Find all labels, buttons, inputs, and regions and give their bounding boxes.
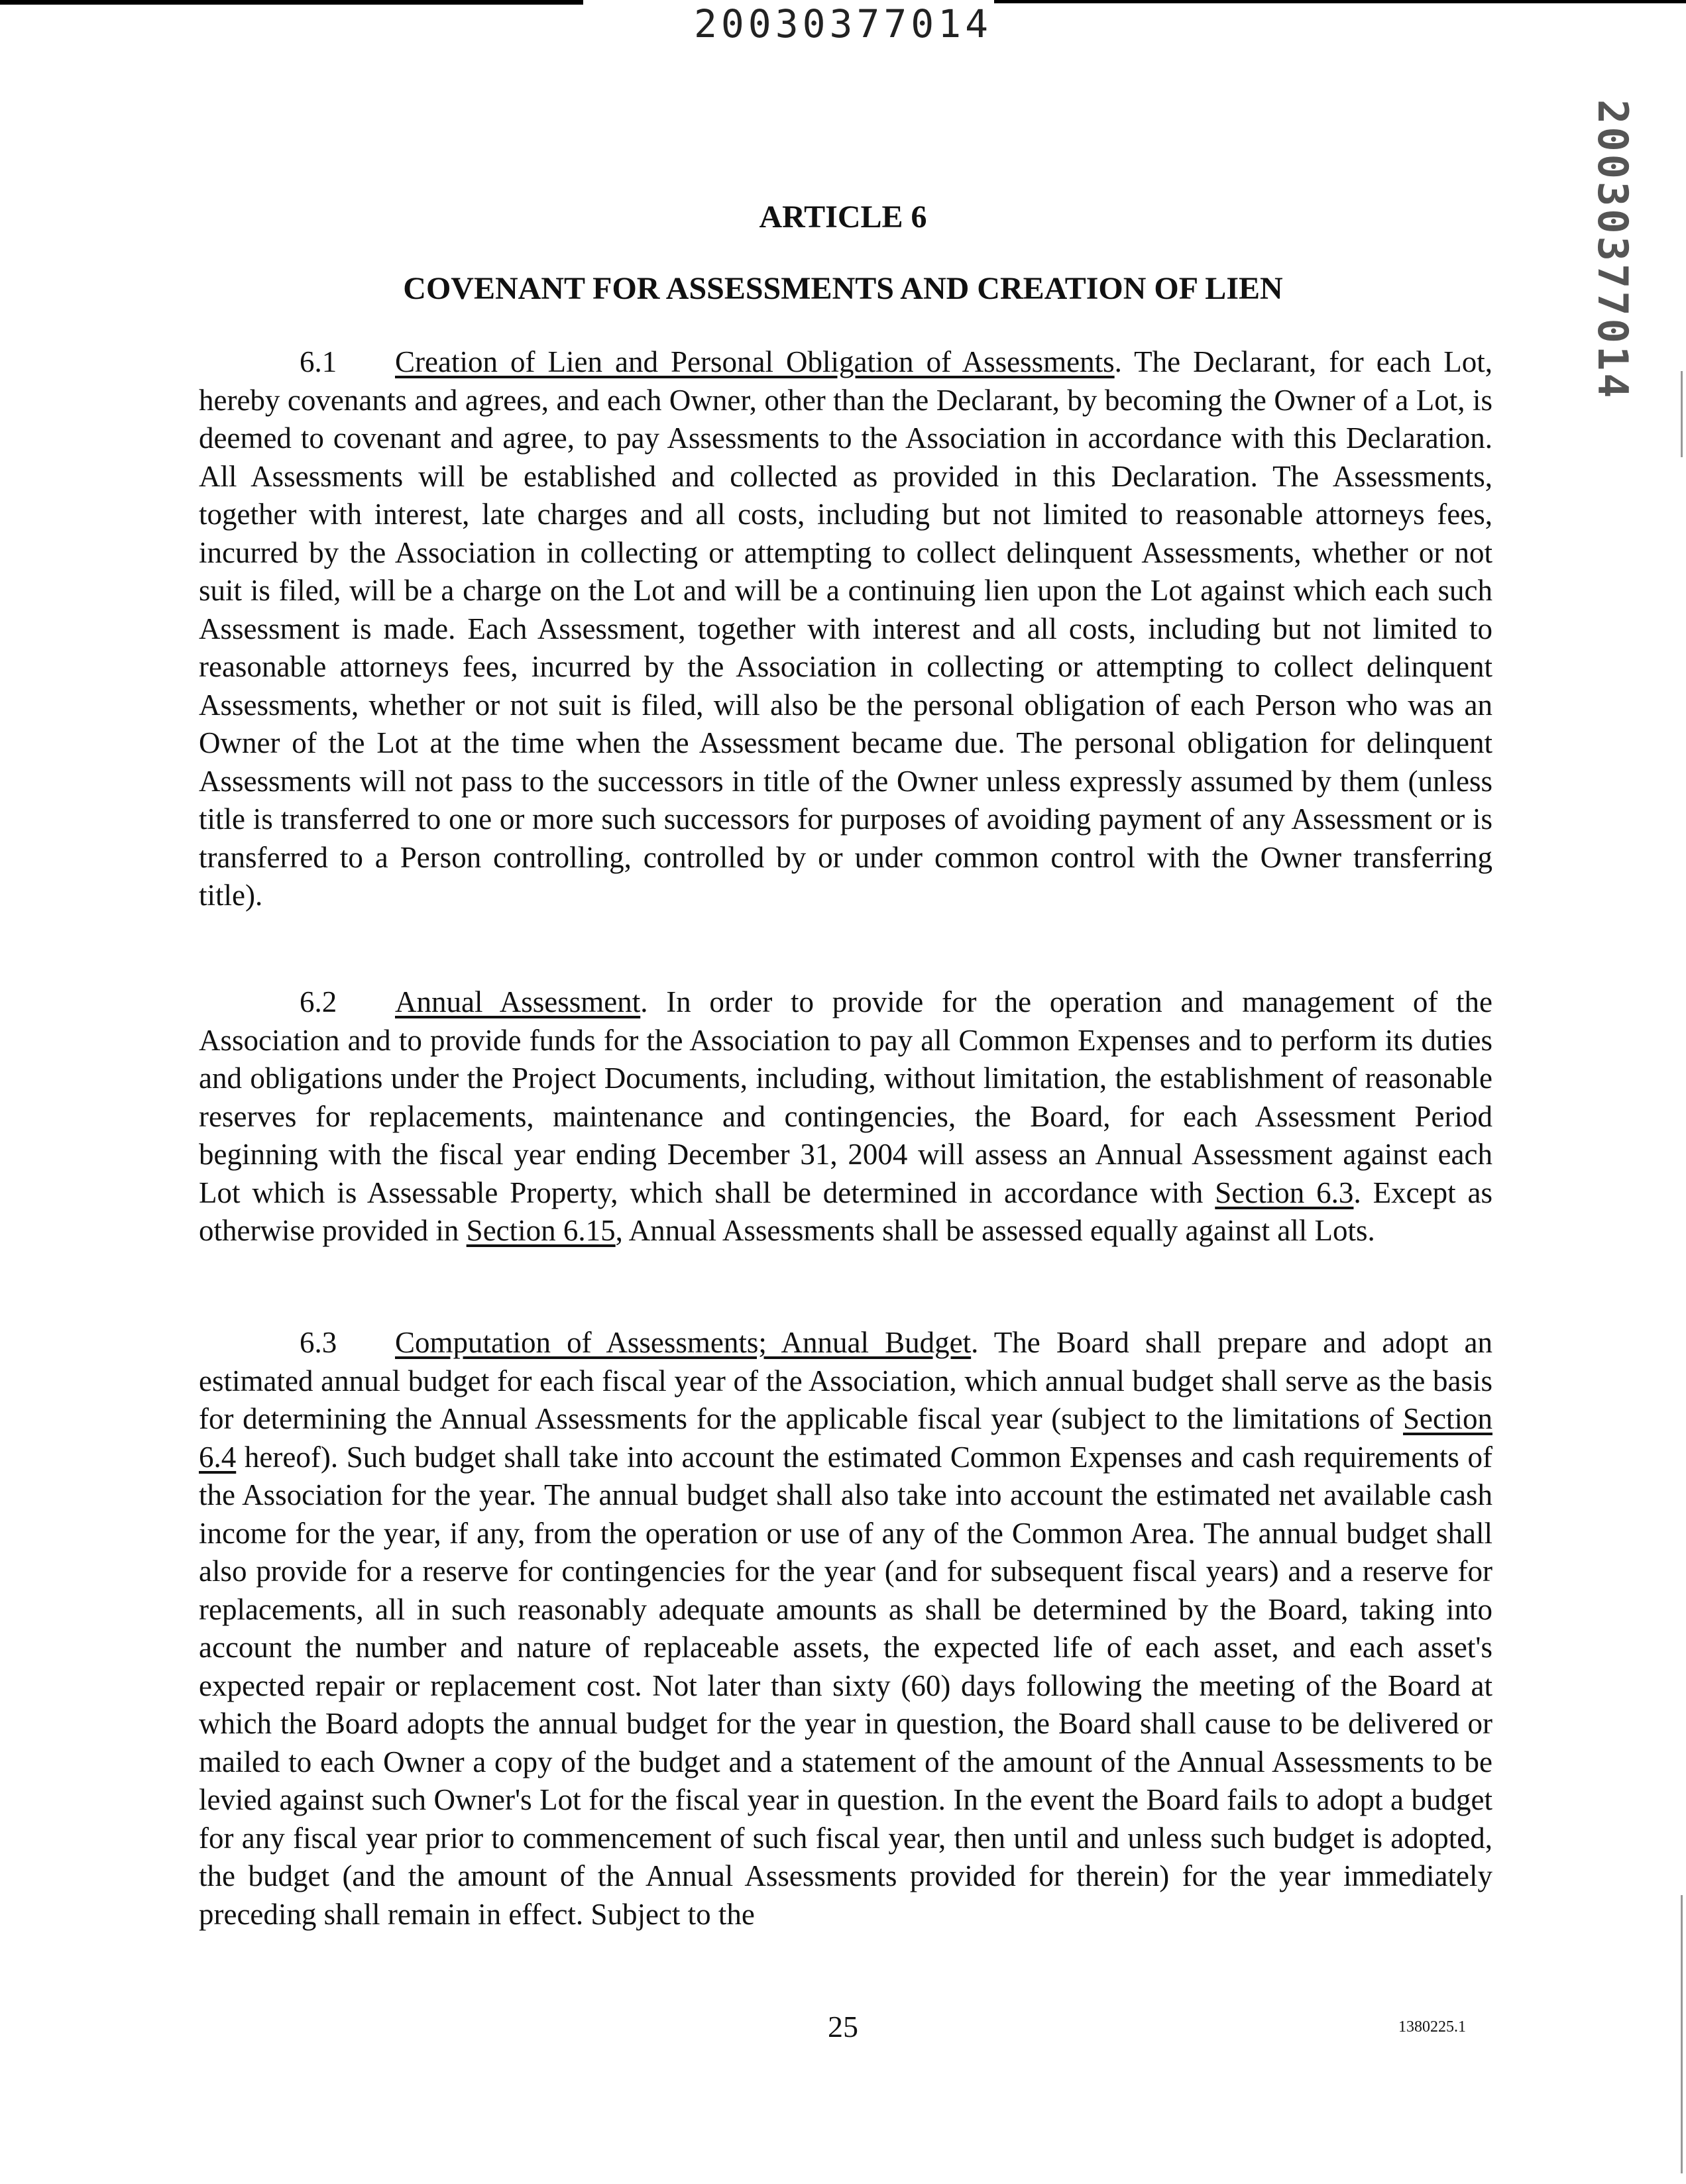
section-heading: Creation of Lien and Personal Obligation of Assessments <box>395 345 1115 378</box>
section-number: 6.1 <box>300 345 337 378</box>
section-6-1 <box>199 343 1492 915</box>
section-heading: Computation of Assessments; Annual Budget <box>395 1326 972 1359</box>
section-number: 6.2 <box>300 985 337 1018</box>
section-body: , Annual Assessments shall be assessed equally against all Lots. <box>615 1214 1375 1247</box>
section-reference: Section 6.15 <box>466 1214 616 1247</box>
section-reference: Section 6.4 <box>199 1402 1492 1474</box>
section-6-2 <box>199 983 1492 1250</box>
article-subtitle: COVENANT FOR ASSESSMENTS AND CREATION OF LIEN <box>403 271 1283 306</box>
section-body: hereof). Such budget shall take into account the estimated Common Expenses and cash requirements of the Association for the year. The annual budget shall also take into account the estimated net available cash income for the year, if any, from the operation or use of any of the Common Area. The annual budget shall also provide for a reserve for contingencies for the year (and for subsequent fiscal years) and a reserve for replacements, all in such reasonably adequate amounts as shall be determined by the Board, taking into account the number and nature of replaceable assets, the expected life of each asset, and each asset's expected repair or replacement cost. Not later than sixty (60) days following the meeting of the Board at which the Board adopts the annual budget for the year in question, the Board shall cause to be delivered or mailed to each Owner a copy of the budget and a statement of the amount of the Annual Assessments to be levied against such Owner's Lot for the fiscal year in question. In the event the Board fails to adopt a budget for any fiscal year prior to commencement of such fiscal year, then until and unless such budget is adopted, the budget (and the amount of the Annual Assessments provided for therein) for the year immediately preceding shall remain in effect. Subject to the <box>199 1440 1492 1931</box>
page-number: 25 <box>828 2010 858 2044</box>
scan-edge-mark <box>1681 371 1683 457</box>
recording-number: 20030377014 <box>693 1 993 46</box>
section-body: . The Declarant, for each Lot, hereby covenants and agrees, and each Owner, other than the Declarant, by becoming the Owner of a Lot, is deemed to covenant and agree, to pay Assessments to the Association in accordance with this Declaration. All Assessments will be established and collected as provided in this Declaration. The Assessments, together with interest, late charges and all costs, including but not limited to reasonable attorneys fees, incurred by the Association in collecting or attempting to collect delinquent Assessments, whether or not suit is filed, will be a charge on the Lot and will be a continuing lien upon the Lot against which each such Assessment is made. Each Assessment, together with interest and all costs, including but not limited to reasonable attorneys fees, incurred by the Association in collecting or attempting to collect delinquent Assessments, whether or not suit is filed, will also be the personal obligation of each Person who was an Owner of the Lot at the time when the Assessment became due. The personal obligation for delinquent Assessments will not pass to the successors in title of the Owner unless expressly assumed by them (unless title is transferred to one or more such successors for purposes of avoiding payment of any Assessment or is transferred to a Person controlling, controlled by or under common control with the Owner transferring title). <box>199 345 1492 912</box>
article-title: ARTICLE 6 <box>759 199 927 235</box>
section-body: . The Board shall prepare and adopt an estimated annual budget for each fiscal year of the Association, which annual budget shall serve as the basis for determining the Annual Assessments for the applicable fiscal year (subject to the limitations of <box>199 1326 1492 1435</box>
section-body: . In order to provide for the operation and management of the Association and to provide funds for the Association to pay all Common Expenses and to perform its duties and obligations under the Project Documents, including, without limitation, the establishment of reasonable reserves for replacements, maintenance and contingencies, the Board, for each Assessment Period beginning with the fiscal year ending December 31, 2004 will assess an Annual Assessment against each Lot which is Assessable Property, which shall be determined in accordance with <box>199 985 1492 1209</box>
section-body: . Except as otherwise provided in <box>199 1175 1492 1247</box>
section-heading: Annual Assessment <box>395 985 641 1018</box>
scan-edge-mark <box>1681 1895 1683 2173</box>
section-6-3 <box>199 1324 1492 1934</box>
section-reference: Section 6.3 <box>1215 1175 1354 1209</box>
side-recording-stamp: 20030377014 <box>1589 99 1637 401</box>
document-reference: 1380225.1 <box>1398 2018 1466 2036</box>
section-number: 6.3 <box>300 1326 337 1359</box>
